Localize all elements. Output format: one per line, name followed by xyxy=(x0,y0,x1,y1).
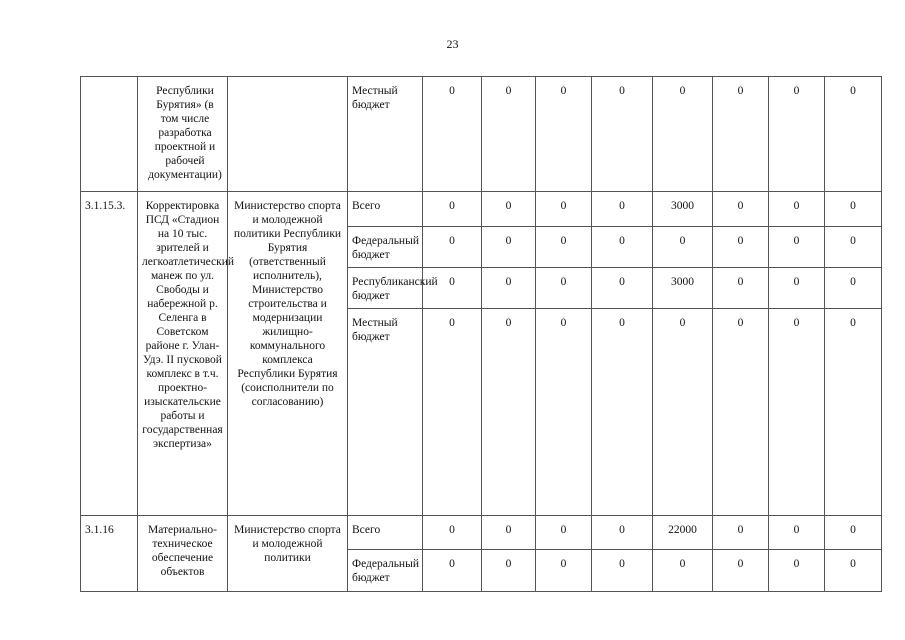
funding-source: Федеральный бюджет xyxy=(348,550,423,592)
value-cell: 0 xyxy=(713,192,769,227)
value-cell: 0 xyxy=(713,550,769,592)
value-cell: 0 xyxy=(825,550,882,592)
value-cell: 0 xyxy=(482,516,536,550)
value-cell: 0 xyxy=(592,77,653,192)
item-name: Корректировка ПСД «Стадион на 10 тыс. зрителей и легкоатлетический манеж по ул. Свободы и набережной р. Селенга в Советском районе г. Улан-Удэ. II пусковой комплекс в т.ч. проектно-изыскательские работы и государственная экспертиза» xyxy=(138,192,228,516)
value-cell: 0 xyxy=(536,192,592,227)
page-number: 23 xyxy=(446,37,459,51)
table-row xyxy=(81,516,882,550)
value-cell: 0 xyxy=(423,268,482,309)
value-cell: 0 xyxy=(653,550,713,592)
item-code: 3.1.15.3. xyxy=(81,192,138,516)
funding-source: Федеральный бюджет xyxy=(348,227,423,268)
value-cell: 0 xyxy=(713,77,769,192)
value-cell: 0 xyxy=(769,550,825,592)
value-cell: 0 xyxy=(592,268,653,309)
value-cell: 0 xyxy=(713,516,769,550)
value-cell: 3000 xyxy=(653,268,713,309)
value-cell: 0 xyxy=(423,77,482,192)
value-cell: 0 xyxy=(825,268,882,309)
value-cell: 0 xyxy=(769,309,825,516)
item-code: 3.1.16 xyxy=(81,516,138,592)
value-cell: 0 xyxy=(769,77,825,192)
value-cell: 22000 xyxy=(653,516,713,550)
value-cell: 0 xyxy=(423,227,482,268)
value-cell: 0 xyxy=(423,516,482,550)
value-cell: 0 xyxy=(423,309,482,516)
value-cell: 0 xyxy=(482,268,536,309)
funding-source: Местный бюджет xyxy=(348,77,423,192)
value-cell: 0 xyxy=(653,309,713,516)
value-cell: 0 xyxy=(482,192,536,227)
funding-source: Республиканский бюджет xyxy=(348,268,423,309)
value-cell: 0 xyxy=(536,268,592,309)
value-cell: 0 xyxy=(769,192,825,227)
value-cell: 0 xyxy=(536,309,592,516)
item-name: Республики Бурятия» (в том числе разработка проектной и рабочей документации) xyxy=(138,77,228,192)
value-cell: 0 xyxy=(653,227,713,268)
value-cell: 0 xyxy=(653,77,713,192)
value-cell: 0 xyxy=(592,550,653,592)
item-name: Материально-техническое обеспечение объектов xyxy=(138,516,228,592)
item-executor: Министерство спорта и молодежной политики xyxy=(228,516,348,592)
funding-source: Всего xyxy=(348,192,423,227)
budget-table xyxy=(80,76,882,592)
value-cell: 0 xyxy=(536,516,592,550)
value-cell: 0 xyxy=(769,268,825,309)
value-cell: 3000 xyxy=(653,192,713,227)
value-cell: 0 xyxy=(825,516,882,550)
value-cell: 0 xyxy=(423,550,482,592)
value-cell: 0 xyxy=(713,227,769,268)
value-cell: 0 xyxy=(825,77,882,192)
item-executor: Министерство спорта и молодежной политики Республики Бурятия (ответственный исполнитель), Министерство строительства и модернизации жилищно-коммунального комплекса Республики Бурятия (соисполнители по согласованию) xyxy=(228,192,348,516)
value-cell: 0 xyxy=(825,309,882,516)
value-cell: 0 xyxy=(536,550,592,592)
value-cell: 0 xyxy=(423,192,482,227)
value-cell: 0 xyxy=(482,227,536,268)
value-cell: 0 xyxy=(592,192,653,227)
value-cell: 0 xyxy=(482,77,536,192)
value-cell: 0 xyxy=(592,309,653,516)
value-cell: 0 xyxy=(592,516,653,550)
value-cell: 0 xyxy=(592,227,653,268)
table-row xyxy=(81,77,882,192)
value-cell: 0 xyxy=(769,516,825,550)
table-row xyxy=(81,192,882,227)
item-code xyxy=(81,77,138,192)
value-cell: 0 xyxy=(825,227,882,268)
funding-source: Местный бюджет xyxy=(348,309,423,516)
item-executor xyxy=(228,77,348,192)
value-cell: 0 xyxy=(536,77,592,192)
value-cell: 0 xyxy=(769,227,825,268)
value-cell: 0 xyxy=(713,309,769,516)
value-cell: 0 xyxy=(536,227,592,268)
value-cell: 0 xyxy=(713,268,769,309)
value-cell: 0 xyxy=(482,309,536,516)
value-cell: 0 xyxy=(482,550,536,592)
value-cell: 0 xyxy=(825,192,882,227)
funding-source: Всего xyxy=(348,516,423,550)
